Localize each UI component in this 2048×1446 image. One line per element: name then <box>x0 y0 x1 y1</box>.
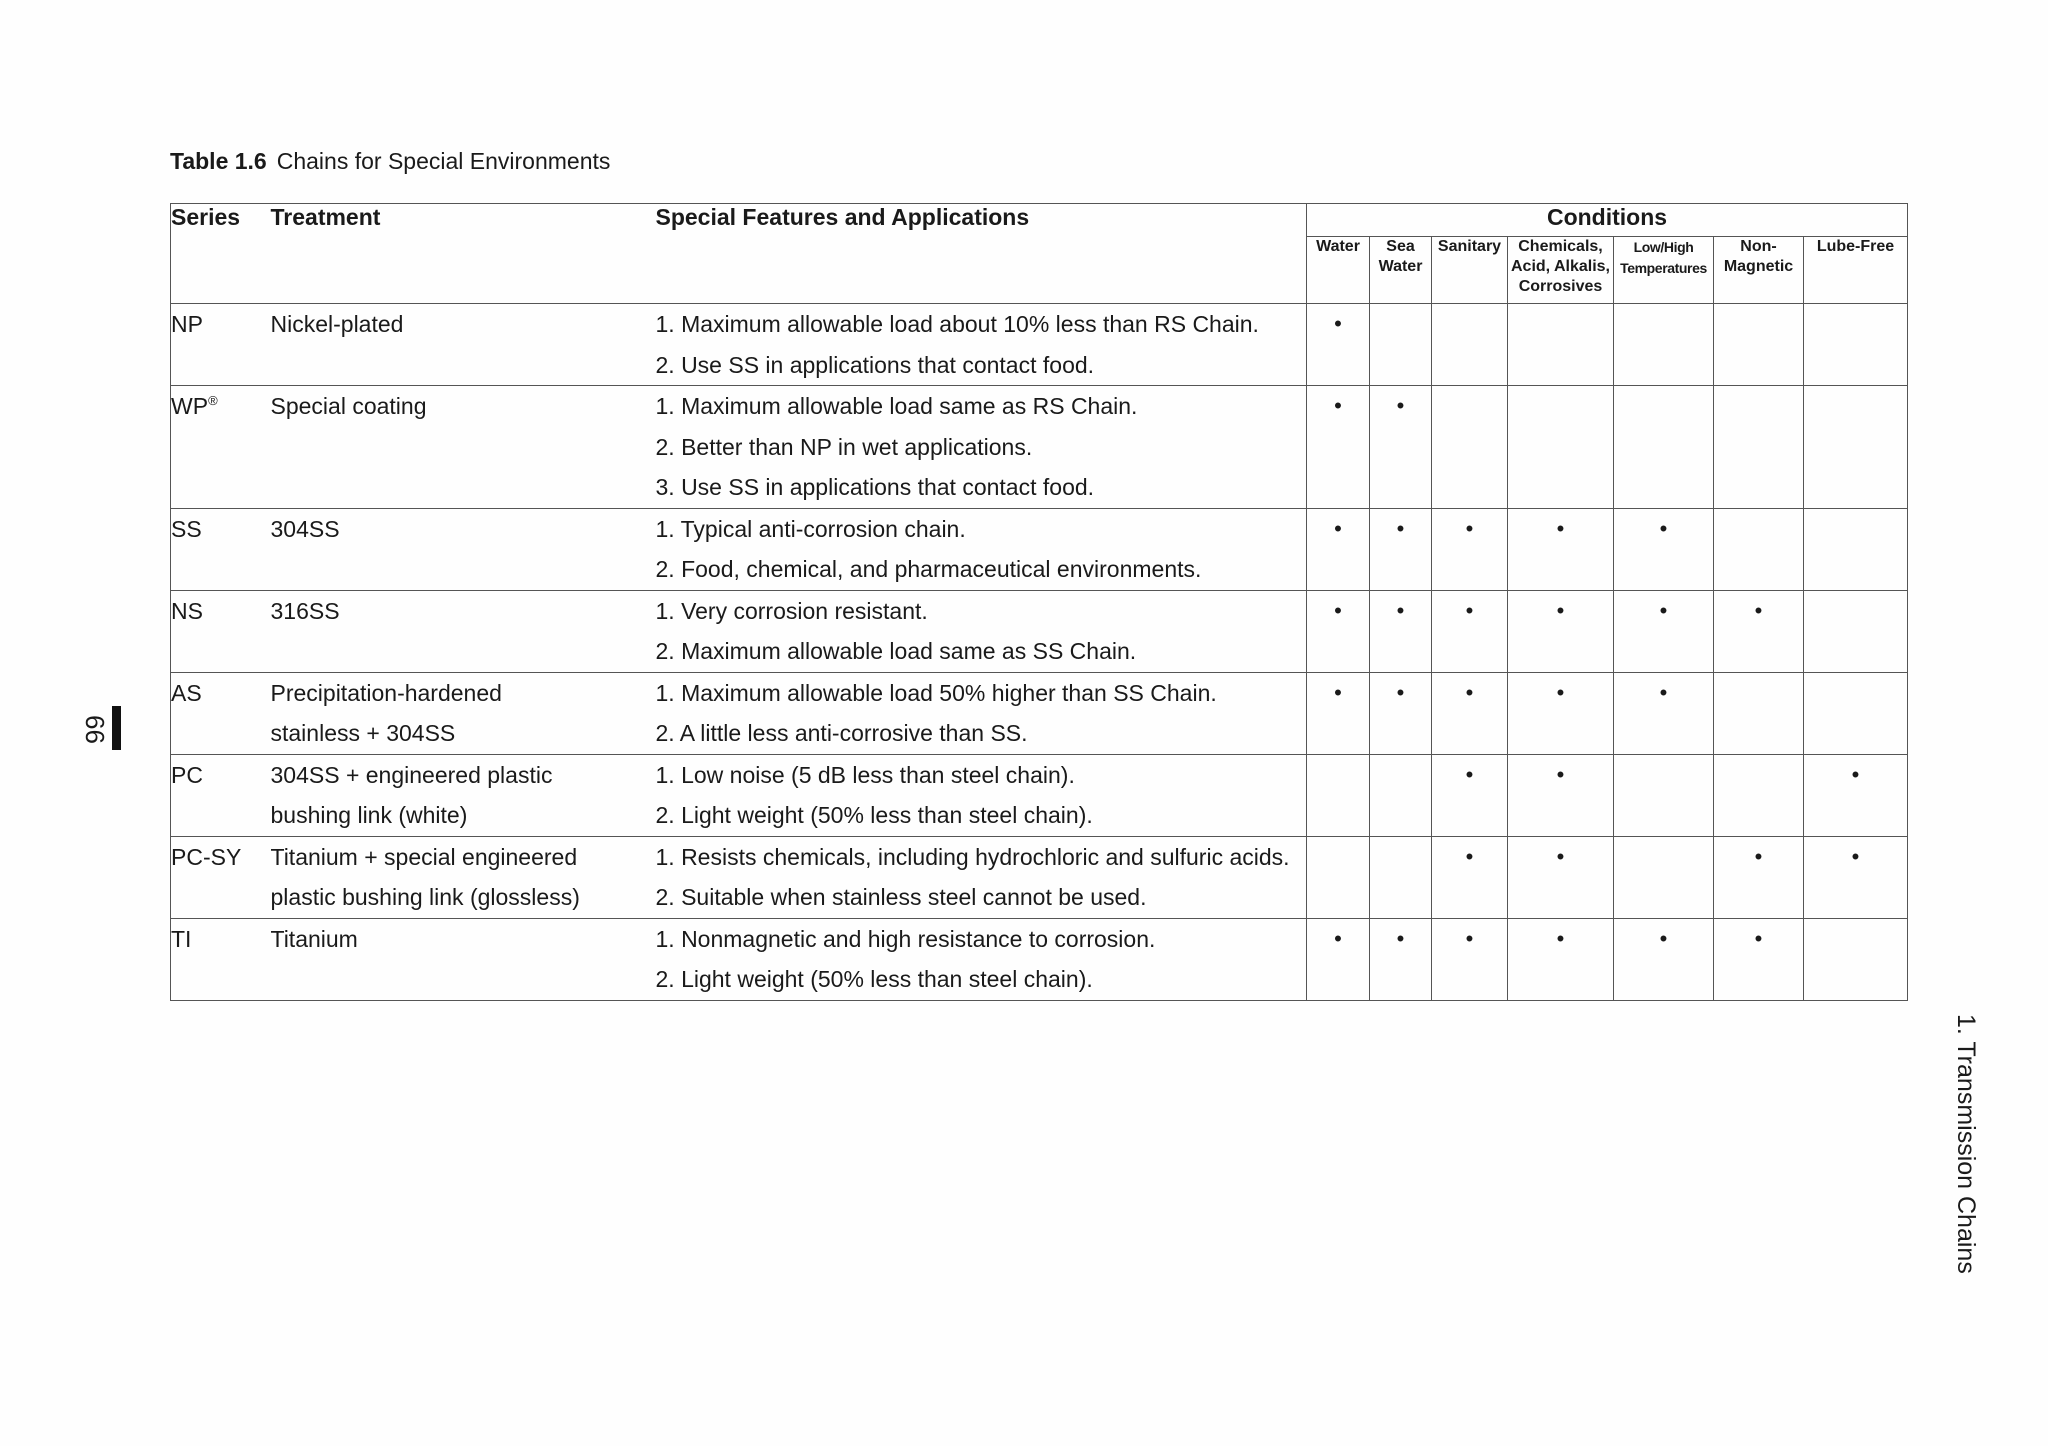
cell-condition-chemicals <box>1508 386 1614 509</box>
feature-line: 2. A little less anti-corrosive than SS. <box>655 720 1028 746</box>
cell-condition-non-magnetic <box>1714 836 1804 918</box>
cell-features <box>656 754 1307 836</box>
condition-dot: • <box>1465 925 1474 951</box>
treatment-line: Titanium <box>270 925 358 952</box>
cell-condition-chemicals <box>1508 836 1614 918</box>
cell-condition-sea-water <box>1370 754 1432 836</box>
registered-mark: ® <box>208 393 218 408</box>
table-caption-label: Table 1.6 <box>170 148 267 174</box>
header-features: Special Features and Applications <box>656 204 1307 304</box>
cell-condition-chemicals <box>1508 304 1614 386</box>
condition-dot: • <box>1659 679 1668 705</box>
condition-dot: • <box>1396 597 1405 623</box>
cell-condition-sea-water <box>1370 386 1432 509</box>
cell-treatment <box>271 672 656 754</box>
cell-condition-sanitary <box>1432 754 1508 836</box>
condition-dot: • <box>1334 925 1342 951</box>
treatment-line: 304SS <box>270 515 340 542</box>
cell-series <box>171 836 271 918</box>
table-row <box>171 918 1908 1000</box>
header-condition-lube-free: Lube-Free <box>1804 237 1908 304</box>
condition-dot: • <box>1659 597 1668 623</box>
cell-features <box>656 918 1307 1000</box>
cell-condition-lube-free <box>1804 304 1908 386</box>
treatment-line: 304SS + engineered plastic <box>270 761 553 788</box>
feature-line: 1. Maximum allowable load 50% higher than SS Chain. <box>655 679 1217 706</box>
feature-line: 1. Low noise (5 dB less than steel chain). <box>655 761 1075 788</box>
condition-dot: • <box>1556 761 1565 787</box>
cell-condition-non-magnetic <box>1714 386 1804 509</box>
condition-dot: • <box>1556 925 1565 951</box>
cell-condition-temperatures <box>1614 836 1714 918</box>
series-code: SS <box>171 515 202 542</box>
cell-treatment <box>271 590 656 672</box>
cell-condition-sanitary <box>1432 918 1508 1000</box>
header-condition-temperatures-text: Low/High Temperatures <box>1620 239 1707 276</box>
cell-condition-sanitary <box>1432 508 1508 590</box>
table-row <box>171 590 1908 672</box>
feature-line: 3. Use SS in applications that contact food. <box>655 474 1095 500</box>
table-row <box>171 754 1908 836</box>
header-condition-temperatures <box>1614 237 1714 304</box>
feature-line: 2. Light weight (50% less than steel chain). <box>655 966 1093 992</box>
cell-features <box>656 672 1307 754</box>
cell-series <box>171 918 271 1000</box>
cell-condition-chemicals <box>1508 508 1614 590</box>
cell-condition-sea-water <box>1370 304 1432 386</box>
treatment-line: Special coating <box>270 393 427 419</box>
cell-condition-temperatures <box>1614 386 1714 509</box>
cell-treatment <box>271 508 656 590</box>
header-condition-sea-water: Sea Water <box>1370 237 1432 304</box>
treatment-line: stainless + 304SS <box>270 720 456 746</box>
condition-dot: • <box>1465 515 1474 541</box>
page-number <box>82 706 122 750</box>
cell-features <box>656 304 1307 386</box>
condition-dot: • <box>1334 679 1342 705</box>
condition-dot: • <box>1334 311 1342 336</box>
feature-line: 2. Light weight (50% less than steel chain). <box>655 802 1093 828</box>
cell-features <box>656 386 1307 509</box>
feature-line: 1. Very corrosion resistant. <box>655 597 928 624</box>
condition-dot: • <box>1334 597 1342 623</box>
cell-condition-temperatures <box>1614 672 1714 754</box>
series-code: TI <box>171 925 192 952</box>
condition-dot: • <box>1396 515 1405 541</box>
series-code: NP <box>171 311 203 337</box>
condition-dot: • <box>1396 925 1405 951</box>
header-treatment: Treatment <box>271 204 656 304</box>
cell-features <box>656 508 1307 590</box>
cell-condition-non-magnetic <box>1714 508 1804 590</box>
condition-dot: • <box>1396 393 1405 418</box>
page-number-marker <box>112 706 121 750</box>
header-condition-chemicals: Chemicals, Acid, Alkalis, Corrosives <box>1508 237 1614 304</box>
cell-series <box>171 672 271 754</box>
table-body <box>171 304 1908 1001</box>
cell-condition-lube-free <box>1804 918 1908 1000</box>
cell-condition-chemicals <box>1508 590 1614 672</box>
cell-condition-sanitary <box>1432 386 1508 509</box>
cell-series <box>171 754 271 836</box>
condition-dot: • <box>1334 393 1342 418</box>
table-row <box>171 304 1908 386</box>
series-code: PC <box>171 761 203 788</box>
condition-dot: • <box>1659 925 1668 951</box>
cell-condition-sea-water <box>1370 918 1432 1000</box>
treatment-line: 316SS <box>270 597 340 624</box>
treatment-line: Titanium + special engineered <box>270 843 578 870</box>
cell-condition-non-magnetic <box>1714 304 1804 386</box>
table-caption-title: Chains for Special Environments <box>276 148 611 174</box>
cell-condition-temperatures <box>1614 754 1714 836</box>
cell-condition-water <box>1307 386 1370 509</box>
page-number-text: 66 <box>80 715 110 744</box>
cell-series <box>171 304 271 386</box>
table-row <box>171 386 1908 509</box>
table-row <box>171 672 1908 754</box>
table-caption <box>170 148 610 175</box>
cell-condition-sanitary <box>1432 590 1508 672</box>
cell-condition-sea-water <box>1370 836 1432 918</box>
condition-dot: • <box>1754 925 1763 951</box>
cell-condition-lube-free <box>1804 754 1908 836</box>
chains-table <box>170 203 1908 1001</box>
header-condition-water: Water <box>1307 237 1370 304</box>
table-row <box>171 836 1908 918</box>
feature-line: 1. Resists chemicals, including hydrochloric and sulfuric acids. <box>655 843 1290 870</box>
condition-dot: • <box>1851 843 1860 869</box>
cell-condition-non-magnetic <box>1714 918 1804 1000</box>
feature-line: 2. Maximum allowable load same as SS Chain. <box>655 638 1137 664</box>
cell-condition-water <box>1307 304 1370 386</box>
cell-condition-temperatures <box>1614 508 1714 590</box>
treatment-line: bushing link (white) <box>270 802 468 828</box>
cell-condition-lube-free <box>1804 836 1908 918</box>
cell-condition-sea-water <box>1370 672 1432 754</box>
feature-line: 2. Use SS in applications that contact food. <box>655 351 1095 378</box>
cell-condition-sea-water <box>1370 508 1432 590</box>
feature-line: 2. Suitable when stainless steel cannot be used. <box>655 884 1147 910</box>
header-conditions: Conditions <box>1307 204 1908 237</box>
cell-series <box>171 508 271 590</box>
cell-condition-temperatures <box>1614 590 1714 672</box>
cell-condition-sea-water <box>1370 590 1432 672</box>
cell-features <box>656 590 1307 672</box>
cell-treatment <box>271 386 656 509</box>
cell-condition-water <box>1307 508 1370 590</box>
cell-condition-sanitary <box>1432 836 1508 918</box>
condition-dot: • <box>1396 679 1405 705</box>
cell-condition-water <box>1307 836 1370 918</box>
treatment-line: Nickel-plated <box>270 311 404 337</box>
cell-condition-chemicals <box>1508 754 1614 836</box>
condition-dot: • <box>1659 515 1668 541</box>
series-code: NS <box>171 597 203 624</box>
condition-dot: • <box>1754 843 1763 869</box>
condition-dot: • <box>1556 679 1565 705</box>
cell-condition-chemicals <box>1508 918 1614 1000</box>
feature-line: 1. Maximum allowable load same as RS Chain. <box>655 393 1138 419</box>
cell-treatment <box>271 304 656 386</box>
condition-dot: • <box>1465 597 1474 623</box>
condition-dot: • <box>1334 515 1342 541</box>
treatment-line: Precipitation-hardened <box>270 679 502 706</box>
cell-condition-water <box>1307 754 1370 836</box>
header-condition-sanitary: Sanitary <box>1432 237 1508 304</box>
cell-condition-non-magnetic <box>1714 590 1804 672</box>
cell-condition-water <box>1307 590 1370 672</box>
cell-condition-water <box>1307 918 1370 1000</box>
cell-condition-lube-free <box>1804 386 1908 509</box>
condition-dot: • <box>1465 679 1474 705</box>
cell-treatment <box>271 754 656 836</box>
cell-series <box>171 386 271 509</box>
cell-condition-non-magnetic <box>1714 754 1804 836</box>
cell-condition-lube-free <box>1804 672 1908 754</box>
cell-condition-sanitary <box>1432 672 1508 754</box>
condition-dot: • <box>1556 515 1565 541</box>
condition-dot: • <box>1556 597 1565 623</box>
feature-line: 1. Typical anti-corrosion chain. <box>655 515 966 542</box>
series-code: AS <box>171 679 202 706</box>
condition-dot: • <box>1851 761 1860 787</box>
feature-line: 1. Nonmagnetic and high resistance to corrosion. <box>655 925 1156 952</box>
cell-condition-temperatures <box>1614 304 1714 386</box>
cell-features <box>656 836 1307 918</box>
header-series: Series <box>171 204 271 304</box>
cell-condition-sanitary <box>1432 304 1508 386</box>
cell-condition-temperatures <box>1614 918 1714 1000</box>
feature-line: 2. Better than NP in wet applications. <box>655 433 1033 460</box>
cell-condition-lube-free <box>1804 590 1908 672</box>
cell-condition-non-magnetic <box>1714 672 1804 754</box>
cell-condition-lube-free <box>1804 508 1908 590</box>
condition-dot: • <box>1465 843 1474 869</box>
condition-dot: • <box>1465 761 1474 787</box>
cell-treatment <box>271 836 656 918</box>
series-code: PC-SY <box>171 843 242 870</box>
table-row <box>171 508 1908 590</box>
series-code: WP <box>171 393 209 419</box>
cell-condition-water <box>1307 672 1370 754</box>
cell-condition-chemicals <box>1508 672 1614 754</box>
condition-dot: • <box>1556 843 1565 869</box>
chapter-label: 1. Transmission Chains <box>1952 1014 1980 1274</box>
feature-line: 2. Food, chemical, and pharmaceutical environments. <box>655 556 1202 582</box>
cell-series <box>171 590 271 672</box>
feature-line: 1. Maximum allowable load about 10% less than RS Chain. <box>655 311 1259 337</box>
cell-treatment <box>271 918 656 1000</box>
header-condition-non-magnetic: Non-Magnetic <box>1714 237 1804 304</box>
treatment-line: plastic bushing link (glossless) <box>270 884 580 910</box>
condition-dot: • <box>1754 597 1763 623</box>
